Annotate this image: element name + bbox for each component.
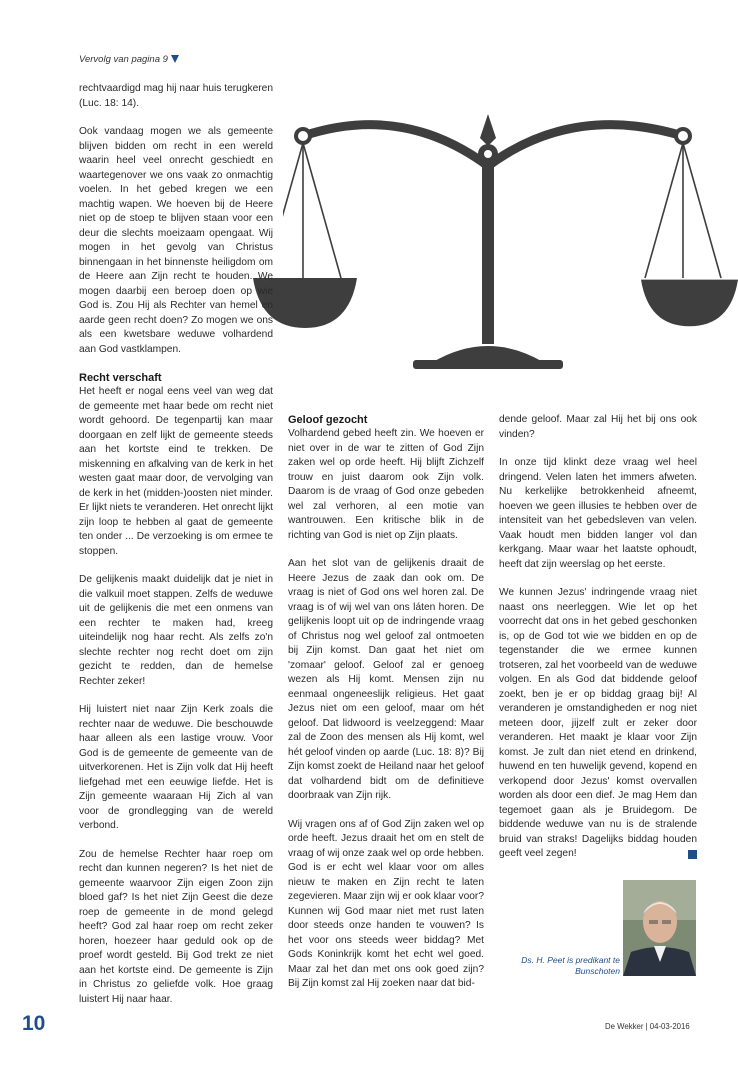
paragraph: rechtvaardigd mag hij naar huis terugkeren (Luc. 18: 14). (79, 83, 273, 109)
column-1 (79, 82, 273, 1021)
paragraph: In onze tijd klinkt deze vraag wel heel dringend. Velen laten het immers afweten. Nu kerkelijke betrokkenheid afneemt, hoeven we geen illusies te hebben over de intensiteit van het gebedsleven van velen. Vaak houdt men bidden langer vol dan kerkgang. Maar waar het laatste ophoudt, heeft dat zijn weerslag op het eerste. (499, 457, 697, 570)
end-of-article-square-icon (688, 850, 697, 859)
page-number: 10 (22, 1012, 46, 1035)
paragraph: dende geloof. Maar zal Hij het bij ons ook vinden? (499, 414, 697, 440)
section-heading: Geloof gezocht (288, 414, 368, 426)
paragraph: Het heeft er nogal eens veel van weg dat de gemeente met haar bede om recht niet wordt gehoord. De tegenpartij kan maar doorgaan en zelf lijkt de gemeente steeds aan het kortste eind te trekken. De miskenning en afkalving van de kerk in het westen gaat maar door, de vervolging van de kerk in het (midden-)oosten niet minder. Er lijkt niets te veranderen. Het onrecht lijkt zijn loop te hebben al gaat de gemeente ten onder ... De verzoeking is om ermee te stoppen. (79, 386, 273, 557)
scales-of-justice-illustration (283, 108, 723, 388)
author-photo (623, 880, 696, 976)
paragraph: Ook vandaag mogen we als gemeente blijven bidden om recht in een wereld waarin heel veel onrecht geschiedt en waartegenover we ons vaak zo onmachtig voelen. In het gebed kregen we een machtig wapen. We hoeven bij de Heere niet op de stoep te blijven staan voor een deur die slechts moeizaam opengaat. Wij mogen in het gevolg van Christus binnengaan in het binnenste heiligdom om de Heere aan Zijn recht te houden. We mogen daarbij een beroep doen op wie God is. Zou Hij als Rechter van hemel en aarde geen recht doen? Zo mogen we ons als een kwetsbare weduwe volhardend aan God vastklampen. (79, 126, 273, 355)
paragraph: Zou de hemelse Rechter haar roep om recht dan kunnen negeren? Is het niet de gemeente waarvoor Zijn eigen Zoon zijn bloed gaf? Is het niet Zijn Geest die deze roep de gemeente in de mond gelegd heeft? God zal haar roep om recht zeker horen, hoezeer haar geduld ook op de proef wordt gesteld. Bij God trekt ze niet aan het kortste eind. De gemeente is Zijn in Christus zo geliefde volk. Hoe graag luistert Hij naar haar. (79, 848, 273, 1005)
paragraph: Aan het slot van de gelijkenis draait de Heere Jezus de zaak dan ook om. De vraag is niet of God ons wel horen zal. De vraag is of wij wel van ons láten horen. De gelijkenis loopt uit op de indringende vraag of Christus nog wel geloof zal ontmoeten bij Zijn komst. Dan gaat het niet om 'zomaar' geloof. Geloof zal er genoeg wezen als Hij komt. Mensen zijn nu eenmaal ongeneeslijk religieus. Het gaat Jezus niet om een geloof, maar om hét geloof. Dat lidwoord is veelzeggend: Maar zal de Zoon des mensen als Hij komt, wel hét geloof vinden op aarde (Luc. 18: 8)? Bij Zijn komst zoekt de Heiland naar het geloof dat volhardend bidt om de definitieve doorbraak van Zijn rijk. (288, 558, 484, 801)
section-heading: Recht verschaft (79, 372, 162, 384)
down-triangle-icon (171, 55, 179, 63)
paragraph: We kunnen Jezus' indringende vraag niet naast ons neerleggen. Wie let op het voorrecht dat ons in het gebed geschonken is, op de God tot wie we bidden en op de tegenstander die we ermee kunnen trotseren, zal het voorbeeld van de weduwe volgen. En als God dat biddende geloof zoekt, ben je er op biddag graag bij! Al veranderen je omstandigheden er nog niet meteen door, jijzelf zult er zeker door veranderen. Het maakt je klaar voor Zijn komst. Je zult dan niet etend en drinkend, huwend en ten huwelijk gevend, kopend en verkopend door Jezus' komst overvallen worden als door een dief. Je mag Hem dan tegemoet gaan als je Bruidegom. De biddende weduwe van nu is de stralende bruid van straks! Dagelijks biddag houden geeft veel zegen! (499, 587, 697, 859)
scales-finial (480, 114, 496, 146)
photo-caption: Ds. H. Peet is predikant te Bunschoten (521, 955, 620, 976)
paragraph: Volhardend gebed heeft zin. We hoeven er niet over in de war te zitten of God Zijn zaken wel op orde heeft. Hij blijft Zichzelf trouw en juist daarom ook Zijn volk. Daarom is de vraag of God onze gebeden wel zal verhoren, al een motie van wantrouwen. Een kritische blik in de richting van God is niet op Zijn plaats. (288, 428, 484, 541)
paragraph: Wij vragen ons af of God Zijn zaken wel op orde heeft. Jezus draait het om en stelt de vraag of wij onze zaak wel op orde hebben. God is er echt wel klaar voor om alles nieuw te maken en Zijn recht te laten zegevieren. Maar zijn wij er ook klaar voor? Kunnen wij God maar niet met rust laten door steeds onze handen te vouwen? Is het voor ons steeds weer biddag? Met Gods Koninkrijk komt het echt wel goed. Maar zal het dan met ons ook goed zijn? Bij Zijn komst zal Hij zoeken naar dat bid- (288, 818, 484, 989)
paragraph: De gelijkenis maakt duidelijk dat je niet in die valkuil moet stappen. Zelfs de weduwe uit de gelijkenis die met een onmens van een rechter te maken had, kreeg uiteindelijk nog haar recht. Als zelfs zo'n slechte rechter nog recht doet om zijn gezicht te redden, dan de hemelse Rechter zeker! (79, 574, 273, 687)
column-2 (288, 413, 484, 1006)
scales-base (433, 346, 543, 362)
scales-post (482, 164, 494, 344)
continued-from-label: Vervolg van pagina 9 (79, 54, 179, 65)
publication-footer: De Wekker | 04-03-2016 (605, 1022, 690, 1031)
scales-right-pan (641, 274, 738, 330)
column-3 (499, 413, 697, 876)
paragraph: Hij luistert niet naar Zijn Kerk zoals die rechter naar de weduwe. Die beschouwde haar alleen als een lastige vrouw. Voor God is de gemeente de gemeente van de uitverkorenen. Het is Zijn volk dat Hij heeft liefgehad met een eeuwige liefde. Het is Zijn gemeente waaraan Hij Zich al van voor de grondlegging van de wereld verbond. (79, 704, 273, 831)
